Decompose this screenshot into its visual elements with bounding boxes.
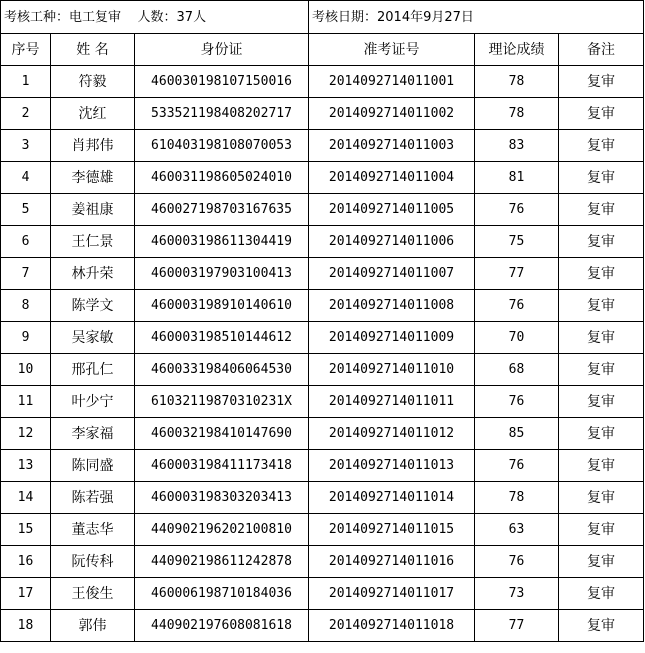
table-row — [1, 66, 644, 98]
id-card-number: 460003198910140610 — [135, 290, 309, 322]
table-row — [1, 98, 644, 130]
exam-ticket-number: 2014092714011016 — [309, 546, 475, 578]
remark: 复审 — [559, 130, 644, 162]
id-card-number: 460030198107150016 — [135, 66, 309, 98]
person-name: 姜祖康 — [51, 194, 135, 226]
table-row — [1, 578, 644, 610]
person-name: 陈学文 — [51, 290, 135, 322]
table-row — [1, 514, 644, 546]
remark: 复审 — [559, 514, 644, 546]
remark: 复审 — [559, 322, 644, 354]
id-card-number: 460027198703167635 — [135, 194, 309, 226]
exam-ticket-number: 2014092714011006 — [309, 226, 475, 258]
exam-ticket-number: 2014092714011002 — [309, 98, 475, 130]
theory-score: 76 — [475, 194, 559, 226]
remark: 复审 — [559, 610, 644, 642]
row-number: 2 — [1, 98, 51, 130]
row-number: 15 — [1, 514, 51, 546]
person-name: 符毅 — [51, 66, 135, 98]
theory-score: 70 — [475, 322, 559, 354]
person-name: 林升荣 — [51, 258, 135, 290]
id-card-number: 610403198108070053 — [135, 130, 309, 162]
row-number: 13 — [1, 450, 51, 482]
exam-ticket-number: 2014092714011017 — [309, 578, 475, 610]
person-name: 王仁景 — [51, 226, 135, 258]
remark: 复审 — [559, 258, 644, 290]
row-number: 14 — [1, 482, 51, 514]
exam-ticket-number: 2014092714011011 — [309, 386, 475, 418]
theory-score: 76 — [475, 386, 559, 418]
table-row — [1, 386, 644, 418]
row-number: 8 — [1, 290, 51, 322]
theory-score: 78 — [475, 482, 559, 514]
remark: 复审 — [559, 98, 644, 130]
person-name: 叶少宁 — [51, 386, 135, 418]
column-header-no: 序号 — [1, 34, 51, 66]
column-header-remark: 备注 — [559, 34, 644, 66]
person-name: 沈红 — [51, 98, 135, 130]
exam-ticket-number: 2014092714011009 — [309, 322, 475, 354]
theory-score: 77 — [475, 258, 559, 290]
row-number: 17 — [1, 578, 51, 610]
person-name: 陈若强 — [51, 482, 135, 514]
id-card-number: 460003198303203413 — [135, 482, 309, 514]
table-row — [1, 450, 644, 482]
table-row — [1, 482, 644, 514]
exam-ticket-number: 2014092714011001 — [309, 66, 475, 98]
theory-score: 76 — [475, 290, 559, 322]
person-name: 肖邦伟 — [51, 130, 135, 162]
remark: 复审 — [559, 386, 644, 418]
id-card-number: 460031198605024010 — [135, 162, 309, 194]
row-number: 18 — [1, 610, 51, 642]
exam-date: 考核日期：2014年9月27日 — [309, 1, 644, 34]
row-number: 11 — [1, 386, 51, 418]
id-card-number: 460003198411173418 — [135, 450, 309, 482]
person-name: 邢孔仁 — [51, 354, 135, 386]
exam-ticket-number: 2014092714011008 — [309, 290, 475, 322]
row-number: 16 — [1, 546, 51, 578]
exam-ticket-number: 2014092714011015 — [309, 514, 475, 546]
remark: 复审 — [559, 450, 644, 482]
table-row — [1, 610, 644, 642]
exam-ticket-number: 2014092714011014 — [309, 482, 475, 514]
id-card-number: 440902197608081618 — [135, 610, 309, 642]
remark: 复审 — [559, 418, 644, 450]
column-header-theory-score: 理论成绩 — [475, 34, 559, 66]
exam-ticket-number: 2014092714011005 — [309, 194, 475, 226]
row-number: 3 — [1, 130, 51, 162]
id-card-number: 533521198408202717 — [135, 98, 309, 130]
remark: 复审 — [559, 290, 644, 322]
column-header-exam-ticket: 准考证号 — [309, 34, 475, 66]
table-row — [1, 162, 644, 194]
table-row — [1, 194, 644, 226]
person-name: 阮传科 — [51, 546, 135, 578]
person-name: 陈同盛 — [51, 450, 135, 482]
id-card-number: 460006198710184036 — [135, 578, 309, 610]
theory-score: 85 — [475, 418, 559, 450]
table-row — [1, 418, 644, 450]
theory-score: 83 — [475, 130, 559, 162]
row-number: 7 — [1, 258, 51, 290]
id-card-number: 440902196202100810 — [135, 514, 309, 546]
row-number: 9 — [1, 322, 51, 354]
table-row — [1, 546, 644, 578]
theory-score: 76 — [475, 546, 559, 578]
theory-score: 78 — [475, 66, 559, 98]
table-row — [1, 354, 644, 386]
theory-score: 78 — [475, 98, 559, 130]
person-name: 李家福 — [51, 418, 135, 450]
row-number: 1 — [1, 66, 51, 98]
person-name: 郭伟 — [51, 610, 135, 642]
remark: 复审 — [559, 66, 644, 98]
theory-score: 63 — [475, 514, 559, 546]
theory-score: 81 — [475, 162, 559, 194]
exam-ticket-number: 2014092714011018 — [309, 610, 475, 642]
person-name: 李德雄 — [51, 162, 135, 194]
row-number: 6 — [1, 226, 51, 258]
table-row — [1, 290, 644, 322]
remark: 复审 — [559, 226, 644, 258]
id-card-number: 460003197903100413 — [135, 258, 309, 290]
exam-ticket-number: 2014092714011013 — [309, 450, 475, 482]
remark: 复审 — [559, 578, 644, 610]
remark: 复审 — [559, 546, 644, 578]
table-row — [1, 322, 644, 354]
table-row — [1, 258, 644, 290]
id-card-number: 460033198406064530 — [135, 354, 309, 386]
theory-score: 75 — [475, 226, 559, 258]
exam-ticket-number: 2014092714011010 — [309, 354, 475, 386]
exam-ticket-number: 2014092714011003 — [309, 130, 475, 162]
theory-score: 73 — [475, 578, 559, 610]
remark: 复审 — [559, 354, 644, 386]
person-name: 董志华 — [51, 514, 135, 546]
exam-type-and-count: 考核工种：电工复审 人数：37人 — [1, 1, 309, 34]
id-card-number: 460032198410147690 — [135, 418, 309, 450]
theory-score: 76 — [475, 450, 559, 482]
theory-score: 77 — [475, 610, 559, 642]
id-card-number: 440902198611242878 — [135, 546, 309, 578]
remark: 复审 — [559, 482, 644, 514]
person-name: 吴家敏 — [51, 322, 135, 354]
row-number: 5 — [1, 194, 51, 226]
id-card-number: 460003198510144612 — [135, 322, 309, 354]
id-card-number: 61032119870310231X — [135, 386, 309, 418]
header-row — [1, 1, 644, 34]
table-row — [1, 130, 644, 162]
remark: 复审 — [559, 162, 644, 194]
table-row — [1, 226, 644, 258]
person-name: 王俊生 — [51, 578, 135, 610]
row-number: 10 — [1, 354, 51, 386]
column-header-id-card: 身份证 — [135, 34, 309, 66]
id-card-number: 460003198611304419 — [135, 226, 309, 258]
column-header-row — [1, 34, 644, 66]
exam-ticket-number: 2014092714011004 — [309, 162, 475, 194]
column-header-name: 姓 名 — [51, 34, 135, 66]
exam-ticket-number: 2014092714011012 — [309, 418, 475, 450]
remark: 复审 — [559, 194, 644, 226]
theory-score: 68 — [475, 354, 559, 386]
exam-ticket-number: 2014092714011007 — [309, 258, 475, 290]
row-number: 4 — [1, 162, 51, 194]
row-number: 12 — [1, 418, 51, 450]
